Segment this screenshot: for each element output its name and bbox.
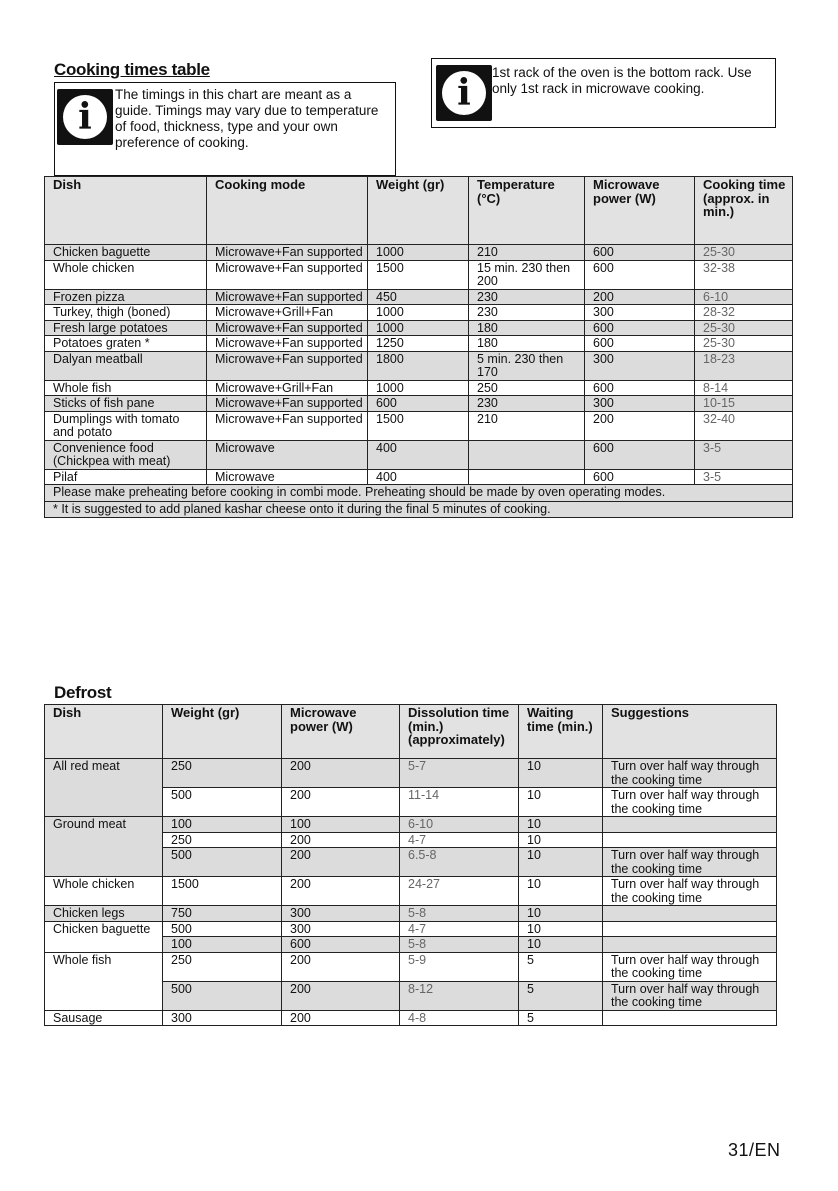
table-cell: 1000 <box>368 305 469 321</box>
table-cell: 100 <box>282 817 400 833</box>
table-cell: Turn over half way through the cooking time <box>603 788 777 817</box>
column-header: Dish <box>45 705 163 759</box>
table-cell: 5 min. 230 then 170 <box>469 351 585 380</box>
table-cell: Frozen pizza <box>45 289 207 305</box>
table-cell: Turn over half way through the cooking time <box>603 981 777 1010</box>
table-cell: Microwave+Fan supported <box>207 320 368 336</box>
column-header: Dish <box>45 177 207 245</box>
table-row <box>45 440 793 469</box>
table-cell: 500 <box>163 921 282 937</box>
table-cell: Whole chicken <box>45 260 207 289</box>
table-cell <box>603 1010 777 1026</box>
column-header: Weight (gr) <box>368 177 469 245</box>
table-cell: 100 <box>163 937 282 953</box>
table-cell: Pilaf <box>45 469 207 485</box>
table-cell: 600 <box>585 245 695 261</box>
note-line: The timings in this chart are meant as a <box>115 87 352 102</box>
dish-cell: Whole fish <box>45 952 163 1010</box>
table-cell: Turn over half way through the cooking time <box>603 848 777 877</box>
table-cell: 500 <box>163 788 282 817</box>
info-icon: i <box>57 89 113 145</box>
table-row <box>45 380 793 396</box>
table-cell: Whole fish <box>45 380 207 396</box>
table-cell: 4-7 <box>400 832 519 848</box>
table-cell: 6.5-8 <box>400 848 519 877</box>
table-header-row <box>45 177 793 245</box>
table-cell: 4-7 <box>400 921 519 937</box>
dish-cell: Sausage <box>45 1010 163 1026</box>
table-cell: 300 <box>282 921 400 937</box>
table-cell: 10 <box>519 817 603 833</box>
table-cell: 250 <box>163 952 282 981</box>
table-cell: 210 <box>469 245 585 261</box>
table-cell <box>603 832 777 848</box>
info-note-left <box>54 82 396 176</box>
table-cell: 600 <box>368 396 469 412</box>
table-cell: 200 <box>585 411 695 440</box>
table-cell: Potatoes graten * <box>45 336 207 352</box>
table-cell: 200 <box>282 848 400 877</box>
table-cell: 200 <box>282 788 400 817</box>
table-cell: 200 <box>282 981 400 1010</box>
column-header: Cooking mode <box>207 177 368 245</box>
note-line: guide. Timings may vary due to temperature <box>115 103 379 118</box>
table-header-row <box>45 705 777 759</box>
table-cell: 3-5 <box>695 469 793 485</box>
table-cell: 25-30 <box>695 320 793 336</box>
table-cell: 1250 <box>368 336 469 352</box>
table-cell: 210 <box>469 411 585 440</box>
table-cell: 8-12 <box>400 981 519 1010</box>
table-cell: 1500 <box>368 260 469 289</box>
table-cell: 200 <box>282 759 400 788</box>
table-cell: 1000 <box>368 380 469 396</box>
dish-cell: Ground meat <box>45 817 163 877</box>
table-cell: 300 <box>585 351 695 380</box>
table-cell: 1000 <box>368 320 469 336</box>
info-note-text <box>115 87 378 151</box>
table-cell: Turkey, thigh (boned) <box>45 305 207 321</box>
table-cell: 400 <box>368 440 469 469</box>
table-cell: Microwave+Fan supported <box>207 289 368 305</box>
table-cell: Microwave <box>207 440 368 469</box>
footnote: Please make preheating before cooking in combi mode. Preheating should be made by oven operating modes. <box>45 485 793 502</box>
table-cell: Microwave <box>207 469 368 485</box>
table-cell: 5-9 <box>400 952 519 981</box>
table-cell <box>603 906 777 922</box>
table-cell: Turn over half way through the cooking time <box>603 877 777 906</box>
info-note-right <box>431 58 776 128</box>
table-cell: 230 <box>469 289 585 305</box>
table-cell: 32-40 <box>695 411 793 440</box>
table-cell: 18-23 <box>695 351 793 380</box>
column-header: Microwave power (W) <box>585 177 695 245</box>
table-cell: 180 <box>469 320 585 336</box>
table-cell: 4-8 <box>400 1010 519 1026</box>
table-cell: 600 <box>585 469 695 485</box>
table-cell: Turn over half way through the cooking time <box>603 952 777 981</box>
table-cell: 25-30 <box>695 245 793 261</box>
table-cell: Microwave+Fan supported <box>207 351 368 380</box>
table-row <box>45 921 777 937</box>
table-row <box>45 245 793 261</box>
table-cell: 300 <box>585 396 695 412</box>
table-cell: 600 <box>585 320 695 336</box>
table-row <box>45 877 777 906</box>
table-row <box>45 396 793 412</box>
table-cell: 8-14 <box>695 380 793 396</box>
table-row <box>45 289 793 305</box>
column-header: Cooking time (approx. in min.) <box>695 177 793 245</box>
table-cell <box>469 440 585 469</box>
info-note-text <box>492 65 752 97</box>
footnote: * It is suggested to add planed kashar cheese onto it during the final 5 minutes of cooking. <box>45 501 793 518</box>
table-cell: 6-10 <box>695 289 793 305</box>
table-cell: 5-8 <box>400 906 519 922</box>
footnote-row <box>45 485 793 502</box>
table-cell: 32-38 <box>695 260 793 289</box>
table-cell: Microwave+Grill+Fan <box>207 305 368 321</box>
table-cell: 250 <box>163 832 282 848</box>
table-row <box>45 336 793 352</box>
table-cell <box>469 469 585 485</box>
table-cell: 5 <box>519 952 603 981</box>
table-cell: Sticks of fish pane <box>45 396 207 412</box>
table-cell: 5-7 <box>400 759 519 788</box>
table-cell: 10 <box>519 906 603 922</box>
table-row <box>45 817 777 833</box>
table-cell <box>603 921 777 937</box>
note-line: of food, thickness, type and your own <box>115 119 338 134</box>
table-cell: Microwave+Fan supported <box>207 260 368 289</box>
table-cell: 1500 <box>163 877 282 906</box>
table-cell: 1500 <box>368 411 469 440</box>
table-cell <box>603 937 777 953</box>
table-cell: 250 <box>163 759 282 788</box>
table-cell: 10 <box>519 937 603 953</box>
table-cell: 11-14 <box>400 788 519 817</box>
table-cell: Microwave+Fan supported <box>207 336 368 352</box>
table-cell: 10 <box>519 848 603 877</box>
table-cell: 200 <box>282 877 400 906</box>
table-cell: 600 <box>282 937 400 953</box>
table-cell: 300 <box>585 305 695 321</box>
table-cell: 230 <box>469 396 585 412</box>
table-cell: 230 <box>469 305 585 321</box>
column-header: Suggestions <box>603 705 777 759</box>
table-cell: 500 <box>163 981 282 1010</box>
table-cell: 15 min. 230 then 200 <box>469 260 585 289</box>
table-cell: 500 <box>163 848 282 877</box>
table-cell: 600 <box>585 440 695 469</box>
dish-cell: All red meat <box>45 759 163 817</box>
table-row <box>45 469 793 485</box>
table-cell: 250 <box>469 380 585 396</box>
defrost-table <box>44 704 777 1026</box>
table-row <box>45 952 777 981</box>
column-header: Weight (gr) <box>163 705 282 759</box>
dish-cell: Chicken legs <box>45 906 163 922</box>
table-row <box>45 260 793 289</box>
table-cell: 24-27 <box>400 877 519 906</box>
table-cell: 200 <box>585 289 695 305</box>
table-cell: Microwave+Grill+Fan <box>207 380 368 396</box>
info-icon: i <box>436 65 492 121</box>
table-row <box>45 351 793 380</box>
table-row <box>45 759 777 788</box>
table-cell: Microwave+Fan supported <box>207 245 368 261</box>
note-line: only 1st rack in microwave cooking. <box>492 81 705 96</box>
table-cell: Fresh large potatoes <box>45 320 207 336</box>
table-cell: 10 <box>519 921 603 937</box>
table-cell: Turn over half way through the cooking time <box>603 759 777 788</box>
table-cell: 400 <box>368 469 469 485</box>
note-line: preference of cooking. <box>115 135 249 150</box>
table-cell: 10 <box>519 788 603 817</box>
column-header: Microwave power (W) <box>282 705 400 759</box>
table-cell: 600 <box>585 336 695 352</box>
column-header: Temperature (°C) <box>469 177 585 245</box>
dish-cell: Chicken baguette <box>45 921 163 952</box>
table-row <box>45 906 777 922</box>
table-cell: 200 <box>282 1010 400 1026</box>
table-cell: 5-8 <box>400 937 519 953</box>
table-cell: Chicken baguette <box>45 245 207 261</box>
table-cell: 5 <box>519 981 603 1010</box>
page-number: 31/EN <box>728 1140 781 1160</box>
table-cell: 5 <box>519 1010 603 1026</box>
table-cell: 10 <box>519 759 603 788</box>
table-cell: 25-30 <box>695 336 793 352</box>
table-row <box>45 1010 777 1026</box>
note-line: 1st rack of the oven is the bottom rack. Use <box>492 65 752 80</box>
cooking-times-table <box>44 176 793 518</box>
table-cell: 10 <box>519 832 603 848</box>
table-cell: 200 <box>282 952 400 981</box>
footnote-row <box>45 501 793 518</box>
table-cell <box>603 817 777 833</box>
table-row <box>45 305 793 321</box>
table-cell: 3-5 <box>695 440 793 469</box>
table-cell: 750 <box>163 906 282 922</box>
cooking-table-title: Cooking times table <box>54 60 210 79</box>
table-cell: 1000 <box>368 245 469 261</box>
column-header: Dissolution time (min.) (approximately) <box>400 705 519 759</box>
table-cell: Dalyan meatball <box>45 351 207 380</box>
table-cell: 6-10 <box>400 817 519 833</box>
table-cell: 600 <box>585 380 695 396</box>
table-row <box>45 320 793 336</box>
table-cell: 28-32 <box>695 305 793 321</box>
table-cell: 10-15 <box>695 396 793 412</box>
table-cell: 100 <box>163 817 282 833</box>
table-cell: 600 <box>585 260 695 289</box>
table-cell: 180 <box>469 336 585 352</box>
table-cell: Dumplings with tomato and potato <box>45 411 207 440</box>
table-cell: 300 <box>163 1010 282 1026</box>
table-cell: 10 <box>519 877 603 906</box>
table-cell: Convenience food (Chickpea with meat) <box>45 440 207 469</box>
table-cell: 200 <box>282 832 400 848</box>
table-cell: Microwave+Fan supported <box>207 411 368 440</box>
column-header: Waiting time (min.) <box>519 705 603 759</box>
table-cell: Microwave+Fan supported <box>207 396 368 412</box>
table-cell: 1800 <box>368 351 469 380</box>
table-cell: 450 <box>368 289 469 305</box>
table-cell: 300 <box>282 906 400 922</box>
dish-cell: Whole chicken <box>45 877 163 906</box>
defrost-title: Defrost <box>54 683 112 702</box>
table-row <box>45 411 793 440</box>
